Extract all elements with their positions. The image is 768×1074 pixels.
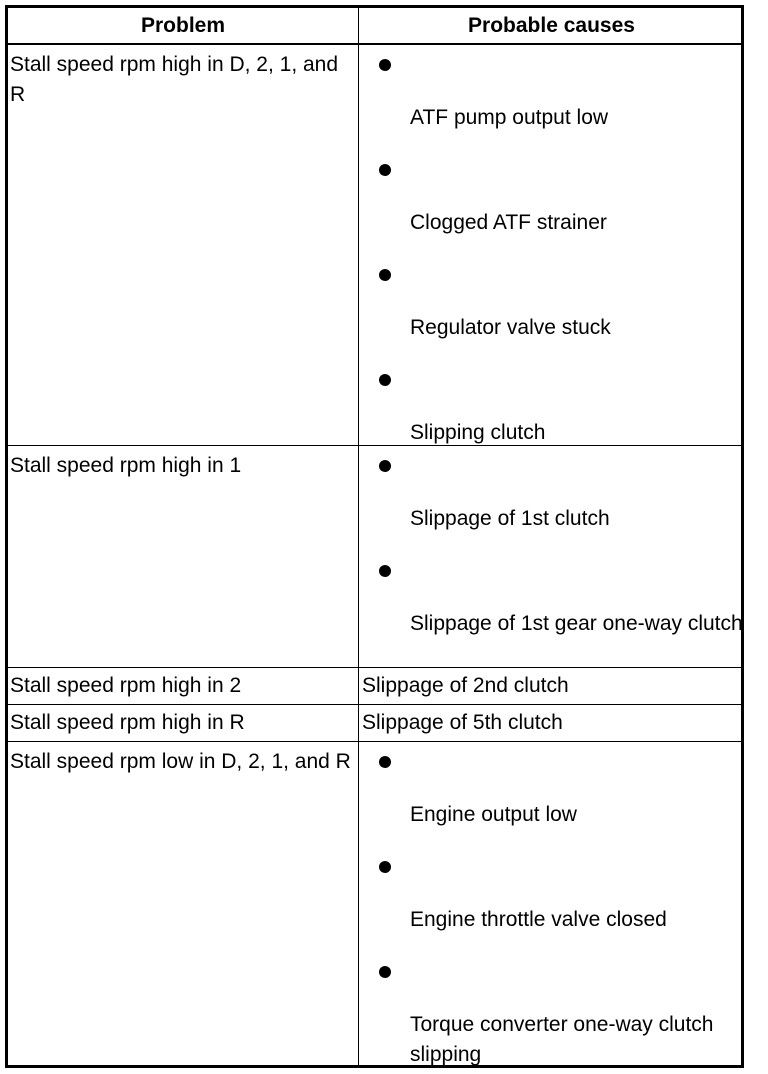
causes-cell — [360, 45, 744, 465]
header-probable-causes: Probable causes — [468, 14, 635, 37]
bullet-icon — [379, 59, 391, 71]
cause-text: Slippage of 5th clutch — [362, 711, 563, 734]
table-row — [8, 45, 741, 445]
table-row — [8, 446, 741, 667]
table-row — [8, 668, 741, 704]
cause-item — [360, 446, 744, 551]
problem-cell: Stall speed rpm high in R — [10, 711, 245, 734]
cause-text: Slippage of 2nd clutch — [362, 674, 569, 697]
bullet-icon — [379, 460, 391, 472]
causes-cell — [360, 742, 744, 1066]
cause-text: Torque converter one-way clutch slipping — [410, 1013, 714, 1066]
problem-cell: Stall speed rpm low in D, 2, 1, and R — [10, 750, 351, 773]
cause-item — [360, 742, 744, 847]
cause-text: Engine output low — [410, 803, 577, 826]
cause-text: Clogged ATF strainer — [410, 211, 607, 234]
cause-text: ATF pump output low — [410, 106, 609, 129]
cause-text: Engine throttle valve closed — [410, 908, 667, 931]
bullet-icon — [379, 164, 391, 176]
cause-item — [360, 45, 744, 150]
problem-cell: Stall speed rpm high in 2 — [10, 674, 242, 697]
bullet-icon — [379, 374, 391, 386]
cause-item — [360, 150, 744, 255]
cause-item — [360, 255, 744, 360]
cause-text: Slipping clutch — [410, 421, 546, 444]
causes-cell — [360, 446, 744, 656]
cause-item — [360, 847, 744, 952]
cause-text: Regulator valve stuck — [410, 316, 611, 339]
bullet-icon — [379, 861, 391, 873]
header-problem: Problem — [140, 14, 226, 37]
problem-cell: Stall speed rpm high in D, 2, 1, and R — [10, 53, 339, 106]
bullet-icon — [379, 756, 391, 768]
diagnosis-table — [5, 5, 744, 1068]
table-row — [8, 742, 741, 1065]
problem-cell: Stall speed rpm high in 1 — [10, 454, 242, 477]
table-row — [8, 705, 741, 741]
cause-item — [360, 551, 744, 656]
cause-text: Slippage of 1st gear one-way clutch — [410, 612, 743, 635]
cause-text: Slippage of 1st clutch — [410, 507, 610, 530]
bullet-icon — [379, 269, 391, 281]
bullet-icon — [379, 966, 391, 978]
bullet-icon — [379, 565, 391, 577]
cause-item — [360, 952, 744, 1066]
